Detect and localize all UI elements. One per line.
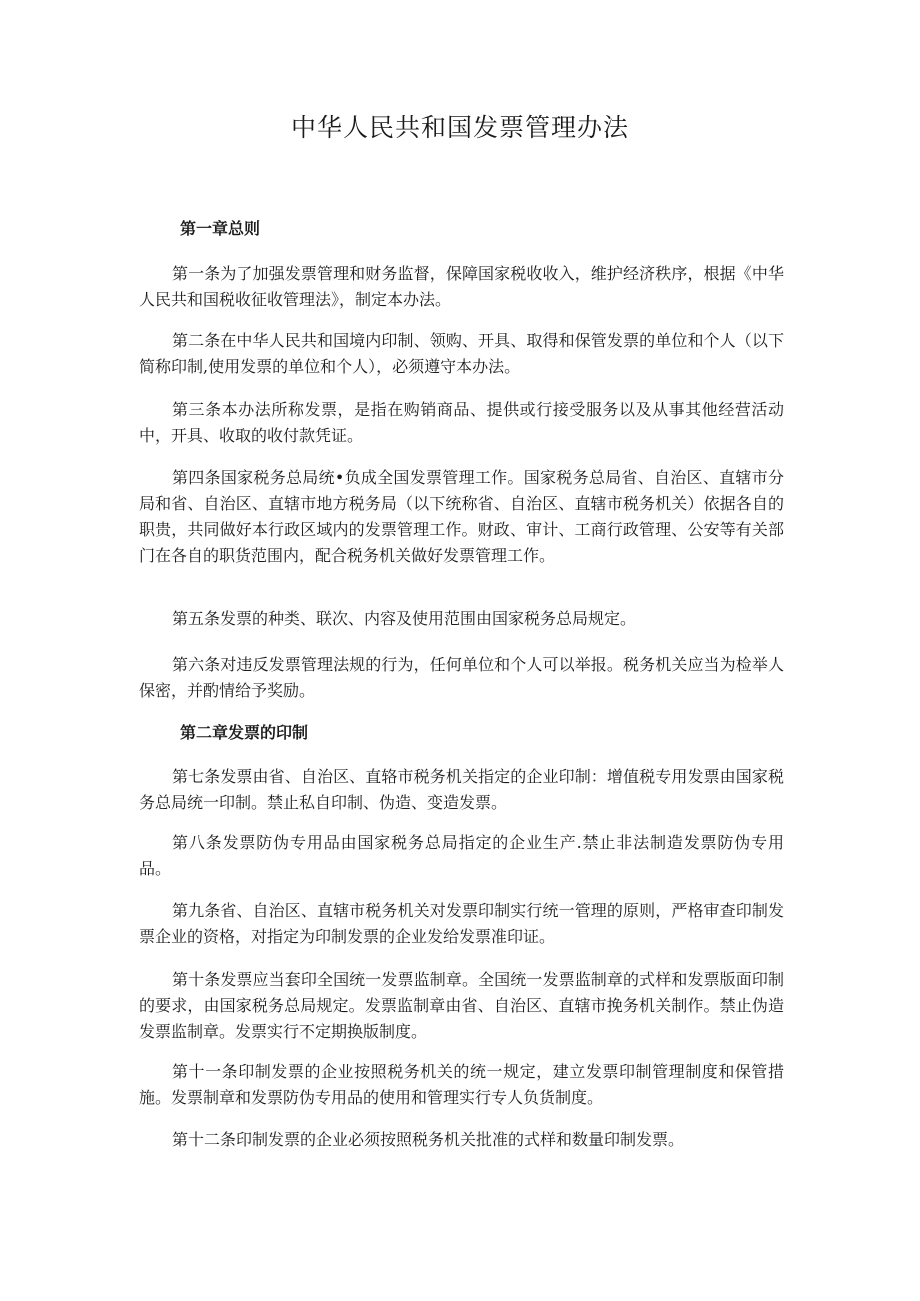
article-9: 第九条省、自治区、直辖市税务机关对发票印制实行统一管理的原则，严格审查印制发票企业的资格，对指定为印制发票的企业发给发票准印证。 <box>139 901 784 946</box>
article-6: 第六条对违反发票管理法规的行为，任何单位和个人可以举报。税务机关应当为检举人保密，并酌情给予奖励。 <box>139 655 784 700</box>
article-5: 第五条发票的种类、联次、内容及使用范围由国家税务总局规定。 <box>172 609 637 628</box>
article-11: 第十一条印制发票的企业按照税务机关的统一规定，建立发票印制管理制度和保管措施。发票制章和发票防伪专用品的使用和管理实行专人负货制度。 <box>139 1062 784 1107</box>
article-8: 第八条发票防伪专用品由国家税务总局指定的企业生产.禁止非法制造发票防伪专用品。 <box>139 833 784 878</box>
article-10: 第十条发票应当套印全国统一发票监制章。全国统一发票监制章的式样和发票版面印制的要求，由国家税务总局规定。发票监制章由省、自治区、直辖市挽务机关制作。禁止伪造发票监制章。发票实行不定期换版制度。 <box>139 970 784 1041</box>
article-2: 第二条在中华人民共和国境内印制、领购、开具、取得和保管发票的单位和个人（以下简称印制,使用发票的单位和个人），必须遵守本办法。 <box>139 331 784 376</box>
article-12: 第十二条印制发票的企业必须按照税务机关批准的式样和数量印制发票。 <box>172 1130 685 1149</box>
article-7: 第七条发票由省、自治区、直辂市税务机关指定的企业印制：增值税专用发票由国家税务总局统一印制。禁止私自印制、伪造、变造发票。 <box>139 767 784 812</box>
article-3: 第三条本办法所称发票，是指在购销商品、提供或行接受服务以及从事其他经营活动中，开具、收取的收付款凭证。 <box>139 400 784 445</box>
article-1: 第一条为了加强发票管理和财务监督，保障国家税收收入，维护经济秩序，根据《中华人民共和国税收征收管理法》，制定本办法。 <box>139 264 784 309</box>
chapter-1-heading: 第一章总则 <box>180 219 261 238</box>
chapter-2-heading: 第二章发票的印制 <box>180 723 309 742</box>
document-title: 中华人民共和国发票管理办法 <box>290 113 629 142</box>
article-4: 第四条国家税务总局统•负成全国发票管理工作。国家税务总局省、自治区、直辖市分局和省、自治区、直辖市地方税务局（以下统称省、自治区、直辖市税务机关）依据各自的职贵，共同做好本行政区域内的发票管理工作。财政、审计、工商行政管理、公安等有关部门在各自的职货范围内，配合税务机关做好发票管理工作。 <box>139 468 784 565</box>
